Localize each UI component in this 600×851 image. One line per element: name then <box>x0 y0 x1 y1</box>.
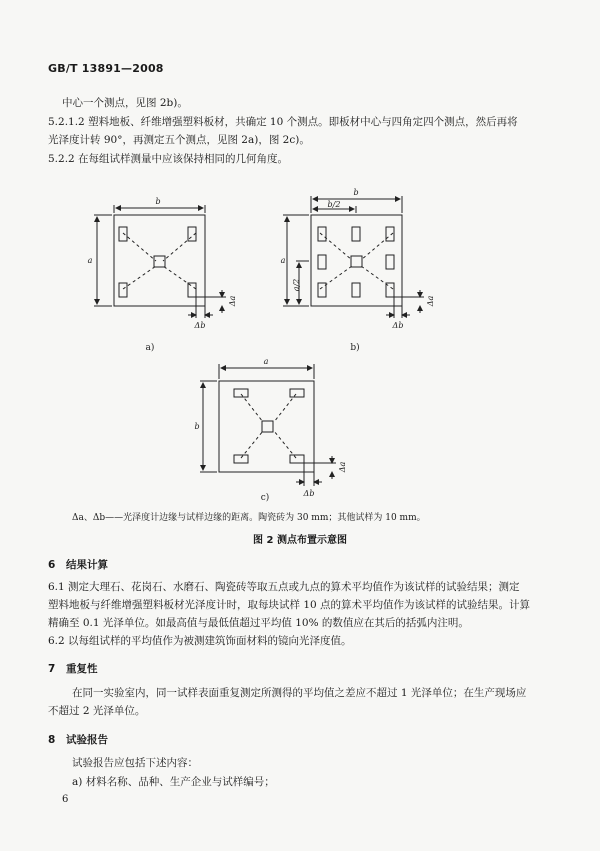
dim-label-delta-b: Δb <box>392 321 404 330</box>
figure-caption: 图 2 测点布置示意图 <box>253 535 347 546</box>
subfigure-label-c: c) <box>260 493 270 503</box>
measure-point <box>234 389 248 397</box>
measure-point <box>386 255 394 269</box>
measure-point <box>119 283 127 297</box>
diagram-c <box>200 364 336 486</box>
clause-6-1-line1: 6.1 测定大理石、花岗石、水磨石、陶瓷砖等取五点或九点的算术平均值作为该试样的试验结果；测定 <box>48 581 520 593</box>
figure-note: Δa、Δb——光泽度计边缘与试样边缘的距离。陶瓷砖为 30 mm；其他试样为 10 mm。 <box>72 513 426 523</box>
clause-6-2: 6.2 以每组试样的平均值作为被测建筑饰面材料的镜向光泽度值。 <box>48 635 352 647</box>
measure-point <box>318 255 326 269</box>
clause-5-2-1-2-line1: 5.2.1.2 塑料地板、纤维增强塑料板材，共确定 10 个测点。即板材中心与四角定四个测点，然后再将 <box>48 116 518 128</box>
section-title: 试验报告 <box>66 734 108 746</box>
dim-label-b: b <box>353 188 359 197</box>
measure-point <box>290 389 304 397</box>
dim-label-delta-a: Δa <box>228 295 237 307</box>
section-7-line2: 不超过 2 光泽单位。 <box>48 705 146 717</box>
clause-5-2-1-2-line2: 光泽度计转 90°，再测定五个测点，见图 2a)，图 2c)。 <box>48 134 310 146</box>
measure-point <box>351 256 362 267</box>
page-number: 6 <box>62 794 69 805</box>
dim-label-delta-a: Δa <box>426 295 435 307</box>
measure-point <box>352 283 360 297</box>
section-8-heading <box>48 732 108 747</box>
measure-point <box>386 227 394 241</box>
dim-label-delta-a: Δa <box>338 461 347 473</box>
diagram-c-sample-outline <box>219 381 314 472</box>
diagram-b-sample-outline <box>311 215 402 306</box>
section-number: 8 <box>48 734 56 746</box>
dim-label-b-half: b/2 <box>327 200 341 209</box>
measure-point <box>188 283 196 297</box>
clause-6-1-line3: 精确至 0.1 光泽单位。如最高值与最低值超过平均值 10% 的数值应在其后的括弧内注明。 <box>48 617 469 629</box>
measure-point <box>262 421 273 432</box>
standard-code: GB/T 13891—2008 <box>48 62 164 75</box>
measure-point <box>290 455 304 463</box>
section-title: 重复性 <box>66 663 98 675</box>
dim-label-b: b <box>194 422 200 431</box>
dim-label-b: b <box>155 197 161 206</box>
measure-point <box>154 256 165 267</box>
dim-label-delta-b: Δb <box>194 321 206 330</box>
diagram-a <box>94 205 226 318</box>
section-title: 结果计算 <box>66 559 108 571</box>
section-7-heading <box>48 661 98 676</box>
dim-label-a-half: a/2 <box>292 278 301 292</box>
clause-6-1-line2: 塑料地板与纤维增强塑料板材光泽度计时，取每块试样 10 点的算术平均值作为该试样的试验结果。计算 <box>48 599 531 611</box>
measure-point <box>352 227 360 241</box>
continuation-text: 中心一个测点，见图 2b)。 <box>62 97 188 109</box>
diagram-b <box>280 196 424 318</box>
section-6-heading <box>48 557 108 572</box>
dim-label-a: a <box>263 357 269 366</box>
subfigure-label-a: a) <box>145 343 155 353</box>
section-number: 6 <box>48 559 56 571</box>
subfigure-label-b: b) <box>350 343 360 353</box>
section-7-line1: 在同一实验室内，同一试样表面重复测定所测得的平均值之差应不超过 1 光泽单位；在生产现场应 <box>72 687 527 699</box>
section-number: 7 <box>48 663 56 675</box>
measure-point <box>234 455 248 463</box>
dim-label-delta-b: Δb <box>303 489 315 498</box>
section-8-intro: 试验报告应包括下述内容： <box>72 757 198 769</box>
list-item-a: a) 材料名称、品种、生产企业与试样编号； <box>72 776 275 788</box>
measure-point <box>318 227 326 241</box>
dim-label-a: a <box>87 256 93 265</box>
dim-label-a: a <box>280 256 286 265</box>
clause-5-2-2: 5.2.2 在每组试样测量中应该保持相同的几何角度。 <box>48 153 289 165</box>
diagram-a-sample-outline <box>114 215 205 306</box>
measure-point <box>119 227 127 241</box>
